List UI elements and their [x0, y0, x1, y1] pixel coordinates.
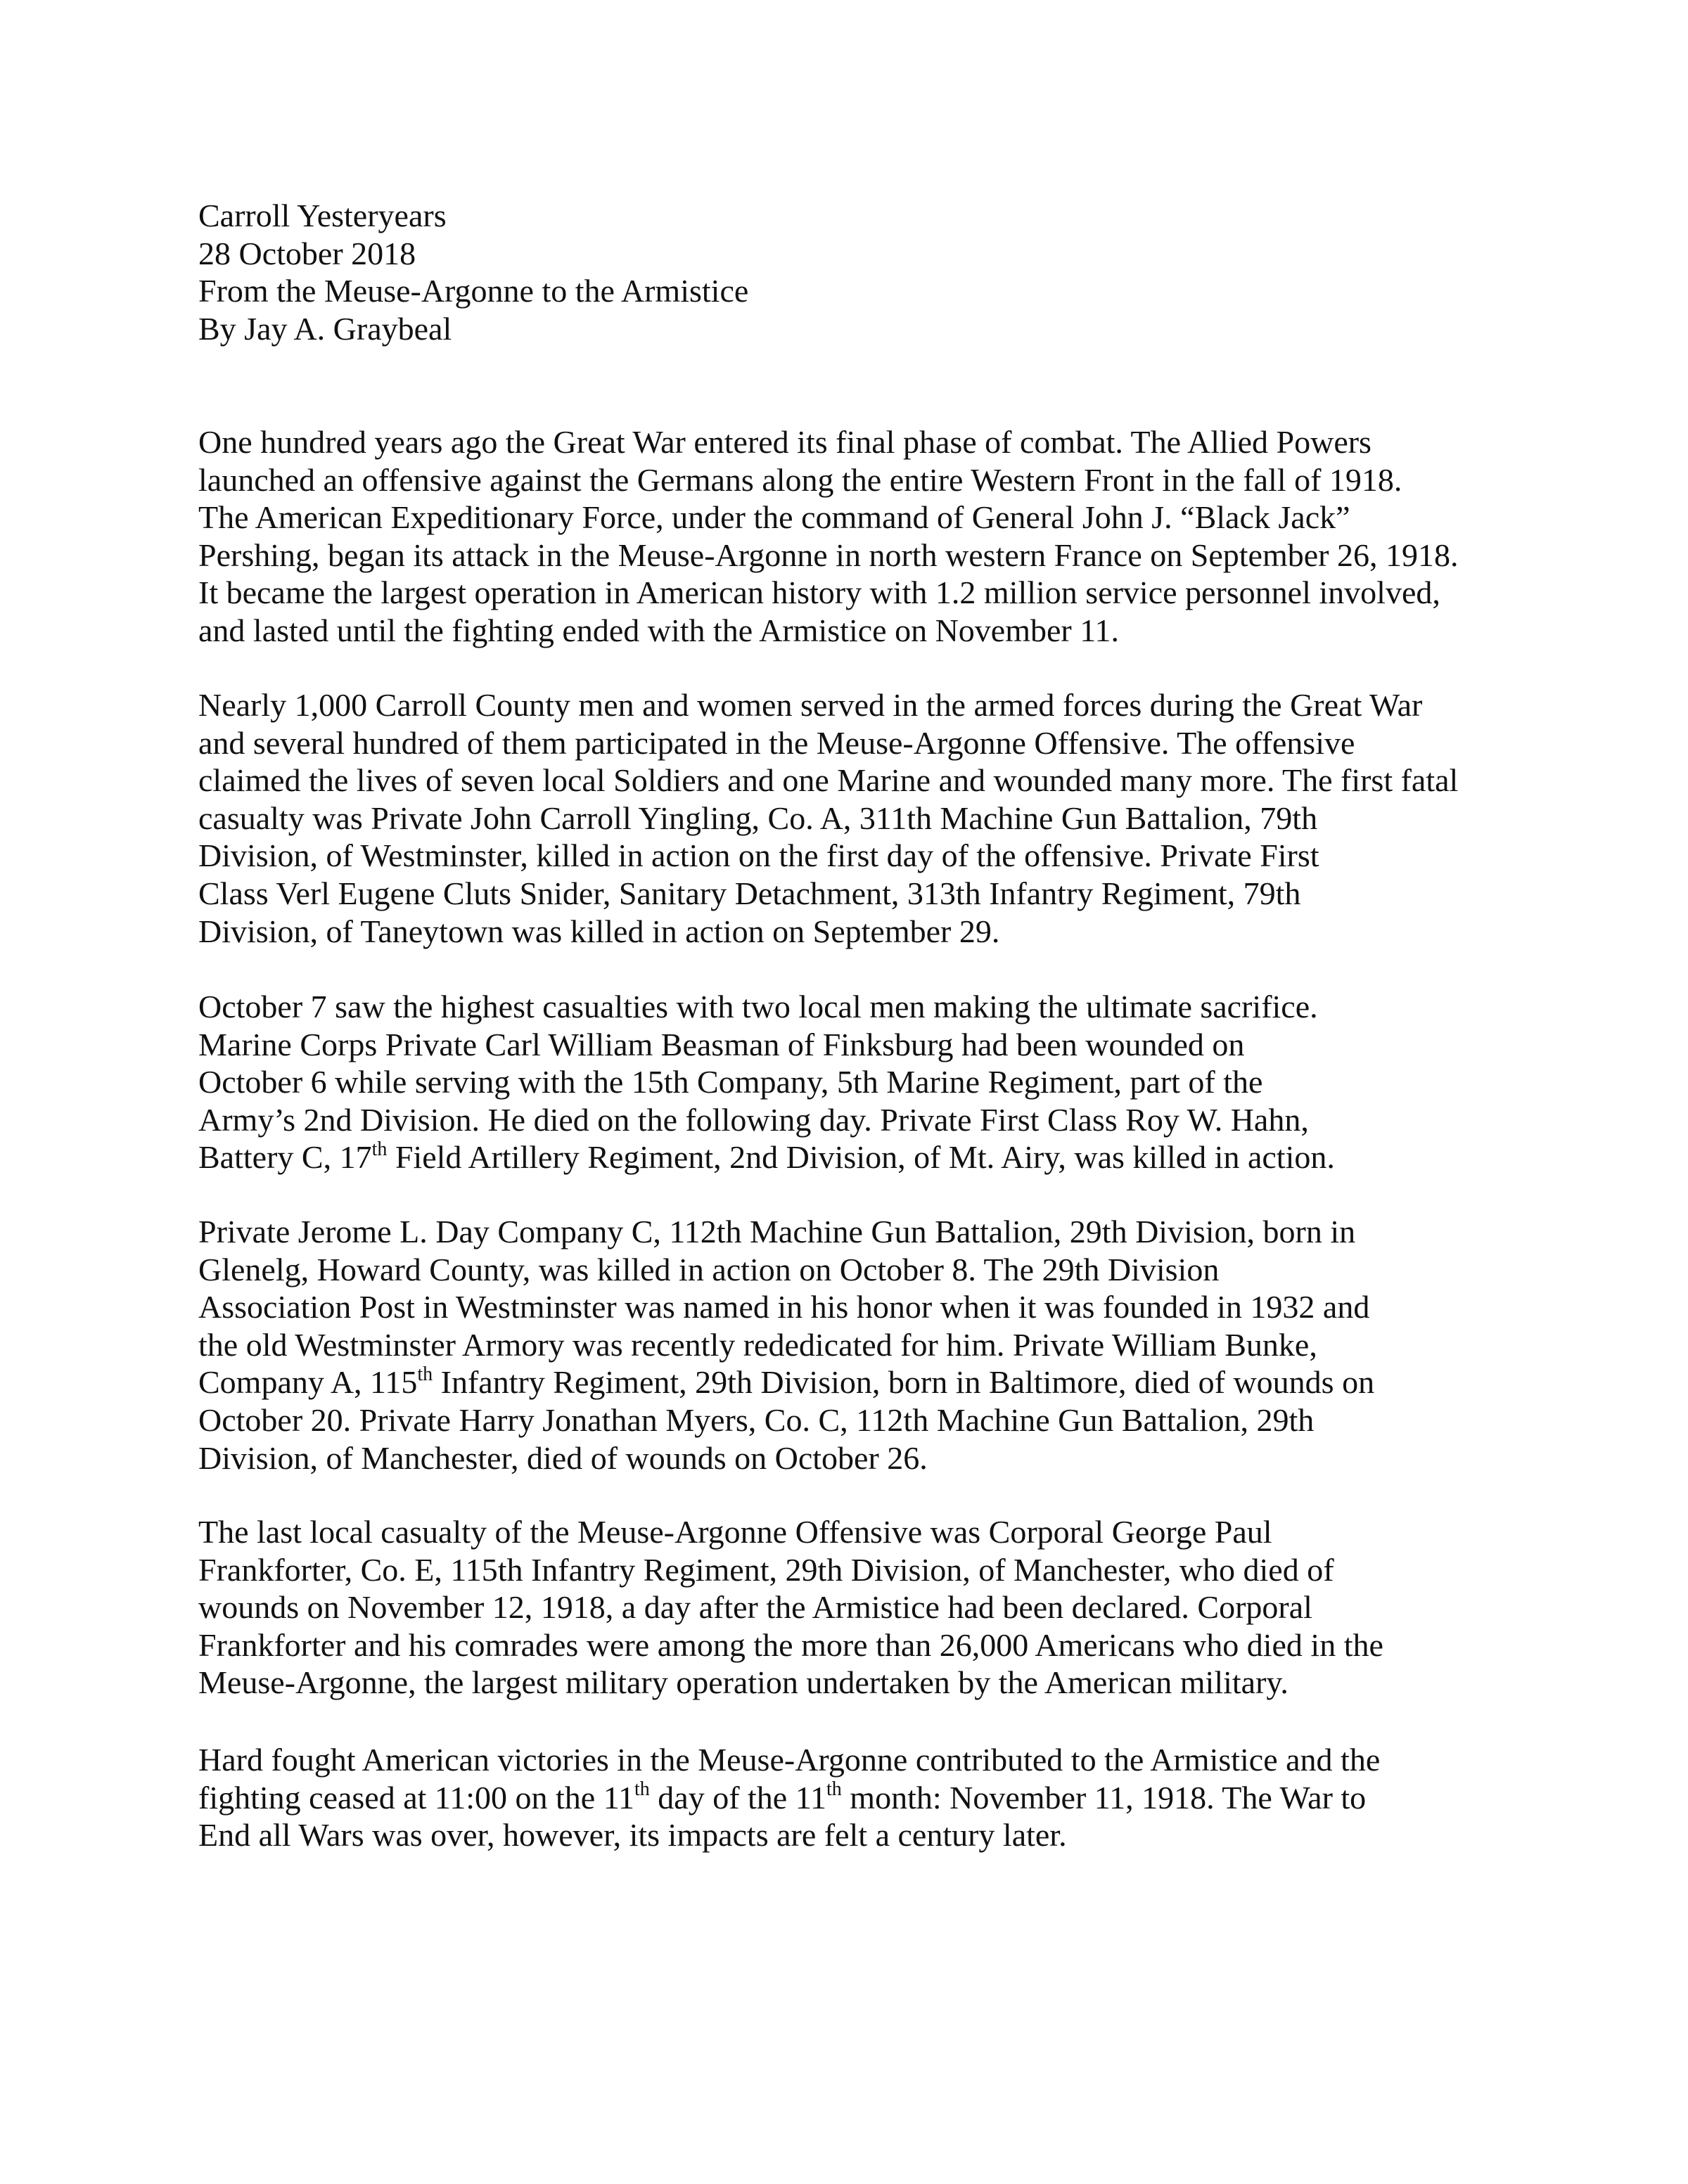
- paragraph: [198, 1513, 1383, 1702]
- column-title: Carroll Yesteryears: [198, 198, 447, 233]
- paragraph-line: Division, of Taneytown was killed in action on September 29.: [198, 913, 1000, 949]
- ordinal-superscript: th: [417, 1363, 433, 1386]
- article-title: From the Meuse-Argonne to the Armistice: [198, 273, 749, 309]
- ordinal-superscript: th: [634, 1778, 650, 1801]
- paragraph-line: Class Verl Eugene Cluts Snider, Sanitary Detachment, 313th Infantry Regiment, 79th: [198, 875, 1301, 911]
- paragraph-line: Division, of Westminster, killed in action on the first day of the offensive. Private First: [198, 837, 1319, 874]
- paragraph-line: End all Wars was over, however, its impacts are felt a century later.: [198, 1817, 1067, 1854]
- paragraph-line: Meuse-Argonne, the largest military operation undertaken by the American military.: [198, 1664, 1289, 1701]
- paragraph-line: Marine Corps Private Carl William Beasman of Finksburg had been wounded on: [198, 1026, 1245, 1062]
- paragraph-line: The American Expeditionary Force, under the command of General John J. “Black Jack”: [198, 499, 1350, 536]
- paragraph-line: fighting ceased at 11:00 on the 11th day of the 11th month: November 11, 1918. The War to: [198, 1778, 1367, 1816]
- paragraph-line: wounds on November 12, 1918, a day after the Armistice had been declared. Corporal: [198, 1589, 1312, 1626]
- ordinal-superscript: th: [371, 1138, 388, 1161]
- paragraph-line: Army’s 2nd Division. He died on the following day. Private First Class Roy W. Hahn,: [198, 1101, 1309, 1138]
- ordinal-superscript: th: [826, 1778, 842, 1801]
- paragraph-line: Glenelg, Howard County, was killed in action on October 8. The 29th Division: [198, 1251, 1220, 1287]
- paragraph-line: claimed the lives of seven local Soldiers and one Marine and wounded many more. The first fatal: [198, 762, 1459, 799]
- paragraph: [198, 988, 1335, 1176]
- article-byline: By Jay A. Graybeal: [198, 310, 452, 347]
- paragraph-line: Company A, 115th Infantry Regiment, 29th Division, born in Baltimore, died of wounds on: [198, 1363, 1375, 1401]
- paragraph-line: Frankforter, Co. E, 115th Infantry Regiment, 29th Division, of Manchester, who died of: [198, 1551, 1334, 1588]
- paragraph-line: Association Post in Westminster was named in his honor when it was founded in 1932 and: [198, 1289, 1370, 1325]
- paragraph-line: Battery C, 17th Field Artillery Regiment, 2nd Division, of Mt. Airy, was killed in action.: [198, 1138, 1335, 1176]
- paragraph: [198, 1741, 1380, 1854]
- paragraph-line: Division, of Manchester, died of wounds on October 26.: [198, 1439, 928, 1476]
- article-date: 28 October 2018: [198, 235, 416, 271]
- article-header: [198, 197, 748, 347]
- paragraph-line: Pershing, began its attack in the Meuse-Argonne in north western France on September 26, 1918.: [198, 537, 1459, 573]
- paragraph-line: casualty was Private John Carroll Yingling, Co. A, 311th Machine Gun Battalion, 79th: [198, 799, 1318, 836]
- paragraph: [198, 686, 1458, 950]
- paragraph-line: The last local casualty of the Meuse-Argonne Offensive was Corporal George Paul: [198, 1514, 1272, 1550]
- paragraph-line: and lasted until the fighting ended with the Armistice on November 11.: [198, 612, 1120, 648]
- paragraph-line: October 6 while serving with the 15th Company, 5th Marine Regiment, part of the: [198, 1064, 1263, 1100]
- paragraph-line: Frankforter and his comrades were among the more than 26,000 Americans who died in the: [198, 1626, 1383, 1663]
- paragraph-line: Hard fought American victories in the Meuse-Argonne contributed to the Armistice and the: [198, 1742, 1381, 1778]
- paragraph-line: One hundred years ago the Great War entered its final phase of combat. The Allied Powers: [198, 424, 1372, 460]
- paragraph-line: Private Jerome L. Day Company C, 112th Machine Gun Battalion, 29th Division, born in: [198, 1214, 1356, 1250]
- paragraph-line: It became the largest operation in American history with 1.2 million service personnel involved,: [198, 574, 1440, 611]
- paragraph-line: Nearly 1,000 Carroll County men and women served in the armed forces during the Great War: [198, 687, 1423, 723]
- paragraph-line: and several hundred of them participated in the Meuse-Argonne Offensive. The offensive: [198, 724, 1355, 761]
- paragraph-line: October 7 saw the highest casualties with two local men making the ultimate sacrifice.: [198, 989, 1318, 1024]
- paragraph-line: launched an offensive against the Germans along the entire Western Front in the fall of 1918.: [198, 461, 1402, 498]
- paragraph: [198, 1213, 1374, 1477]
- paragraph-line: October 20. Private Harry Jonathan Myers, Co. C, 112th Machine Gun Battalion, 29th: [198, 1401, 1315, 1438]
- paragraph-line: the old Westminster Armory was recently rededicated for him. Private William Bunke,: [198, 1326, 1317, 1363]
- paragraph: [198, 423, 1458, 650]
